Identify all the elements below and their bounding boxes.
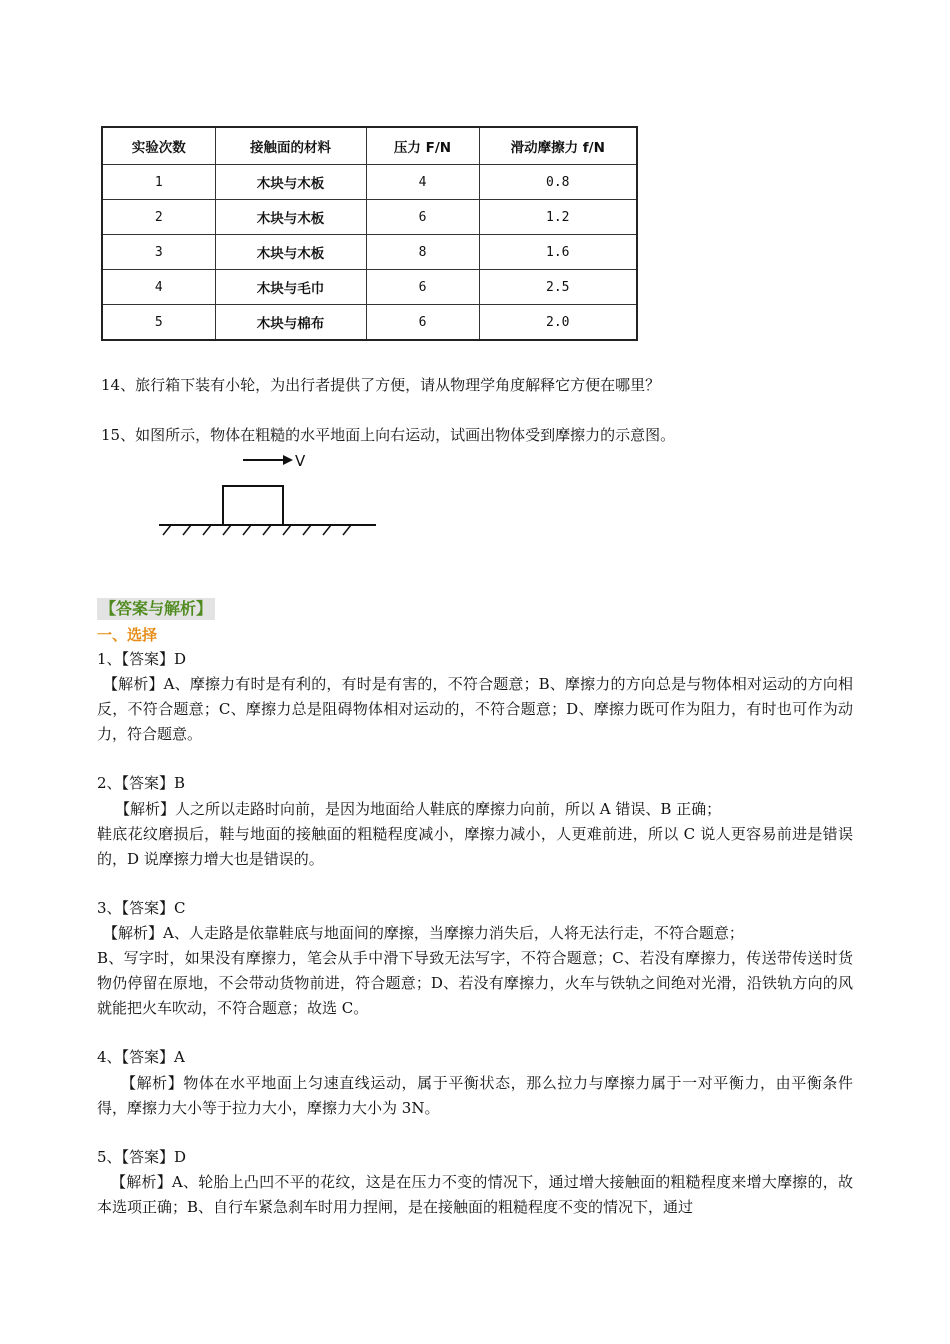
section-title: 一、选择: [97, 626, 158, 644]
explanation-paragraph: 【解析】人之所以走路时向前，是因为地面给人鞋底的摩擦力向前，所以 A 错误、B 正确；: [115, 800, 722, 818]
table-cell: 0.8: [479, 165, 637, 200]
table-cell: 1.2: [479, 200, 637, 235]
explanation-paragraph: B、写字时，如果没有摩擦力，笔会从手中滑下导致无法写字，不符合题意；C、若没有摩擦力，传送带传送时货物仍停留在原地，不会带动货物前进，符合题意；D、若没有摩擦力，火车与铁轨之间绝对光滑，沿铁轨方向的风就能把火车吹动，不符合题意；故选 C。: [97, 949, 853, 1017]
table-cell: 2: [102, 200, 215, 235]
block-on-rough-ground-diagram: [155, 450, 380, 542]
table-cell: 6: [366, 200, 479, 235]
answers-heading: 【答案与解析】: [97, 598, 215, 620]
table-cell: 1: [102, 165, 215, 200]
table-row: [102, 235, 637, 270]
table-header-row: [102, 127, 637, 165]
table-cell: 4: [102, 270, 215, 305]
question-14: 14、旅行箱下装有小轮，为出行者提供了方便，请从物理学角度解释它方便在哪里？: [101, 376, 661, 394]
answer-label: 1、【答案】D: [97, 650, 187, 668]
explanation-paragraph: 【解析】A、摩擦力有时是有利的，有时是有害的，不符合题意；B、摩擦力的方向总是与物体相对运动的方向相反，不符合题意；C、摩擦力总是阻碍物体相对运动的，不符合题意；D、摩擦力既可作为阻力，有时也可作为动力，符合题意。: [97, 675, 853, 743]
table-cell: 木块与木板: [215, 200, 366, 235]
table-cell: 木块与棉布: [215, 305, 366, 341]
answer-label: 2、【答案】B: [97, 774, 186, 792]
answer-explanation: [97, 921, 853, 1021]
question-15: 15、如图所示，物体在粗糙的水平地面上向右运动，试画出物体受到摩擦力的示意图。: [101, 426, 676, 444]
table-cell: 6: [366, 270, 479, 305]
answer-label: 4、【答案】A: [97, 1048, 185, 1066]
table-header-cell: 实验次数: [102, 127, 215, 165]
table-header-cell: 接触面的材料: [215, 127, 366, 165]
explanation-paragraph: 【解析】A、轮胎上凸凹不平的花纹，这是在压力不变的情况下，通过增大接触面的粗糙程度来增大摩擦的，故本选项正确；B、自行车紧急刹车时用力捏闸，是在接触面的粗糙程度不变的情况下，通过: [97, 1173, 853, 1216]
table-row: [102, 270, 637, 305]
table-header-cell: 压力 F/N: [366, 127, 479, 165]
velocity-label: V: [295, 452, 306, 470]
table-cell: 5: [102, 305, 215, 341]
friction-experiment-table: [101, 126, 638, 341]
explanation-paragraph: 【解析】物体在水平地面上匀速直线运动，属于平衡状态，那么拉力与摩擦力属于一对平衡力，由平衡条件得，摩擦力大小等于拉力大小，摩擦力大小为 3N。: [97, 1074, 853, 1117]
table-cell: 8: [366, 235, 479, 270]
table-row: [102, 165, 637, 200]
table-cell: 6: [366, 305, 479, 341]
table-header-cell: 滑动摩擦力 f/N: [479, 127, 637, 165]
answer-explanation: [97, 672, 853, 747]
table-cell: 木块与毛巾: [215, 270, 366, 305]
explanation-paragraph: 【解析】A、人走路是依靠鞋底与地面间的摩擦，当摩擦力消失后，人将无法行走，不符合题意；: [103, 924, 744, 942]
table-cell: 4: [366, 165, 479, 200]
table-cell: 木块与木板: [215, 235, 366, 270]
answer-label: 3、【答案】C: [97, 899, 186, 917]
table-cell: 木块与木板: [215, 165, 366, 200]
ground-hatch: [163, 525, 351, 535]
table-cell: 1.6: [479, 235, 637, 270]
table-row: [102, 200, 637, 235]
block: [223, 486, 283, 525]
answer-label: 5、【答案】D: [97, 1148, 187, 1166]
table-cell: 3: [102, 235, 215, 270]
answer-explanation: [97, 797, 853, 872]
table-cell: 2.5: [479, 270, 637, 305]
velocity-arrow-icon: [243, 455, 293, 465]
explanation-paragraph: 鞋底花纹磨损后，鞋与地面的接触面的粗糙程度减小，摩擦力减小，人更难前进，所以 C 说人更容易前进是错误的，D 说摩擦力增大也是错误的。: [97, 825, 853, 868]
answer-explanation: [97, 1170, 853, 1220]
table-row: [102, 305, 637, 341]
table-cell: 2.0: [479, 305, 637, 341]
answer-explanation: [97, 1071, 853, 1121]
